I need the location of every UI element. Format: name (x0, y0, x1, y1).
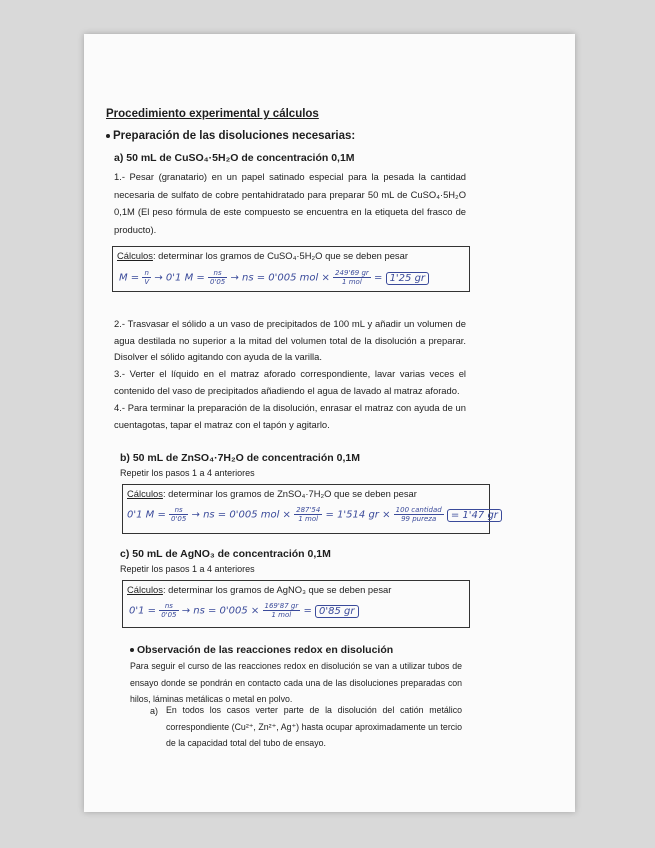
part-c-title: c) 50 mL de AgNO₃ de concentración 0,1M (120, 548, 331, 560)
section-heading-observation: Observación de las reacciones redox en disolución (130, 644, 393, 656)
part-a-title: a) 50 mL de CuSO₄·5H₂O de concentración 0,1M (114, 152, 355, 164)
calc-label-b: Cálculos: determinar los gramos de ZnSO₄·7H₂O que se deben pesar (127, 488, 417, 499)
item-a-text: En todos los casos verter parte de la disolución del catión metálico correspondiente (Cu²⁺, Zn²⁺, Ag⁺) hasta ocupar aproximadamente un tercio de la capacidad total del tubo de ensayo. (166, 705, 462, 748)
calc-label-c: Cálculos: determinar los gramos de AgNO₃ que se deben pesar (127, 584, 392, 595)
calc-box-a (112, 246, 470, 292)
section2-intro: Para seguir el curso de las reacciones redox en disolución se van a utilizar tubos de ensayo donde se pondrán en contacto cada una de las disoluciones preparadas con hilos, láminas metálicas o metal en polvo. (130, 661, 462, 704)
part-c-repeat: Repetir los pasos 1 a 4 anteriores (120, 564, 255, 574)
part-a-step3: 3.- Verter el líquido en el matraz aforado correspondiente, lavar varias veces el contenido del vaso de precipitados añadiendo el agua de lavado al matraz aforado. (114, 368, 466, 396)
answer-c: 0'85 gr (315, 605, 358, 618)
calc-label-a: Cálculos: determinar los gramos de CuSO₄·5H₂O que se deben pesar (117, 250, 408, 261)
calc-box-c (122, 580, 470, 628)
handwritten-calc-a: M = $\frac{n}{V}$ → 0'1 M = $\frac{ns}{0'05}$ → ns = 0'005 mol × $\frac{249'69 gr}{\text{1 mol}}$ = 1'25 gr (119, 269, 429, 286)
bullet-icon (130, 648, 134, 652)
part-a-step2: 2.- Trasvasar el sólido a un vaso de precipitados de 100 mL y añadir un volumen de agua destilada no superior a la mitad del volumen total de la disolución a preparar. Disolver el sólido agitando con ayuda de la varilla. (114, 318, 466, 362)
document-page (84, 34, 575, 812)
answer-b: = 1'47 gr (447, 509, 502, 522)
part-a-step4: 4.- Para terminar la preparación de la disolución, enrasar el matraz con ayuda de un cuentagotas, tapar el matraz con el tapón y agitarlo. (114, 402, 466, 430)
part-b-repeat: Repetir los pasos 1 a 4 anteriores (120, 468, 255, 478)
handwritten-calc-b: 0'1 M = $\frac{ns}{0'05}$ → ns = 0'005 mol × $\frac{287'54}{\text{1 mol}}$ = 1'514 gr × $\frac{\text{100 cantidad}}{\text{99 pureza}}$ = 1'47 gr (127, 506, 502, 523)
part-a-step1: 1.- Pesar (granatario) en un papel satinado especial para la pesada la cantidad necesaria de sulfato de cobre pentahidratado para preparar 50 mL de CuSO₄·5H₂O 0,1M (El peso fórmula de este compuesto se encuentra en la etiqueta del frasco de producto). (114, 171, 466, 235)
calc-box-b (122, 484, 498, 534)
answer-a: 1'25 gr (386, 272, 429, 285)
main-heading: Procedimiento experimental y cálculos (106, 108, 319, 120)
section-heading-preparation: Preparación de las disoluciones necesarias: (106, 130, 355, 142)
item-a-label: a) (150, 706, 159, 716)
part-b-title: b) 50 mL de ZnSO₄·7H₂O de concentración 0,1M (120, 452, 360, 464)
handwritten-calc-c: 0'1 = $\frac{ns}{0'05}$ → ns = 0'005 × $\frac{169'87 gr}{\text{1 mol}}$ = 0'85 gr (129, 602, 359, 619)
bullet-icon (106, 134, 110, 138)
